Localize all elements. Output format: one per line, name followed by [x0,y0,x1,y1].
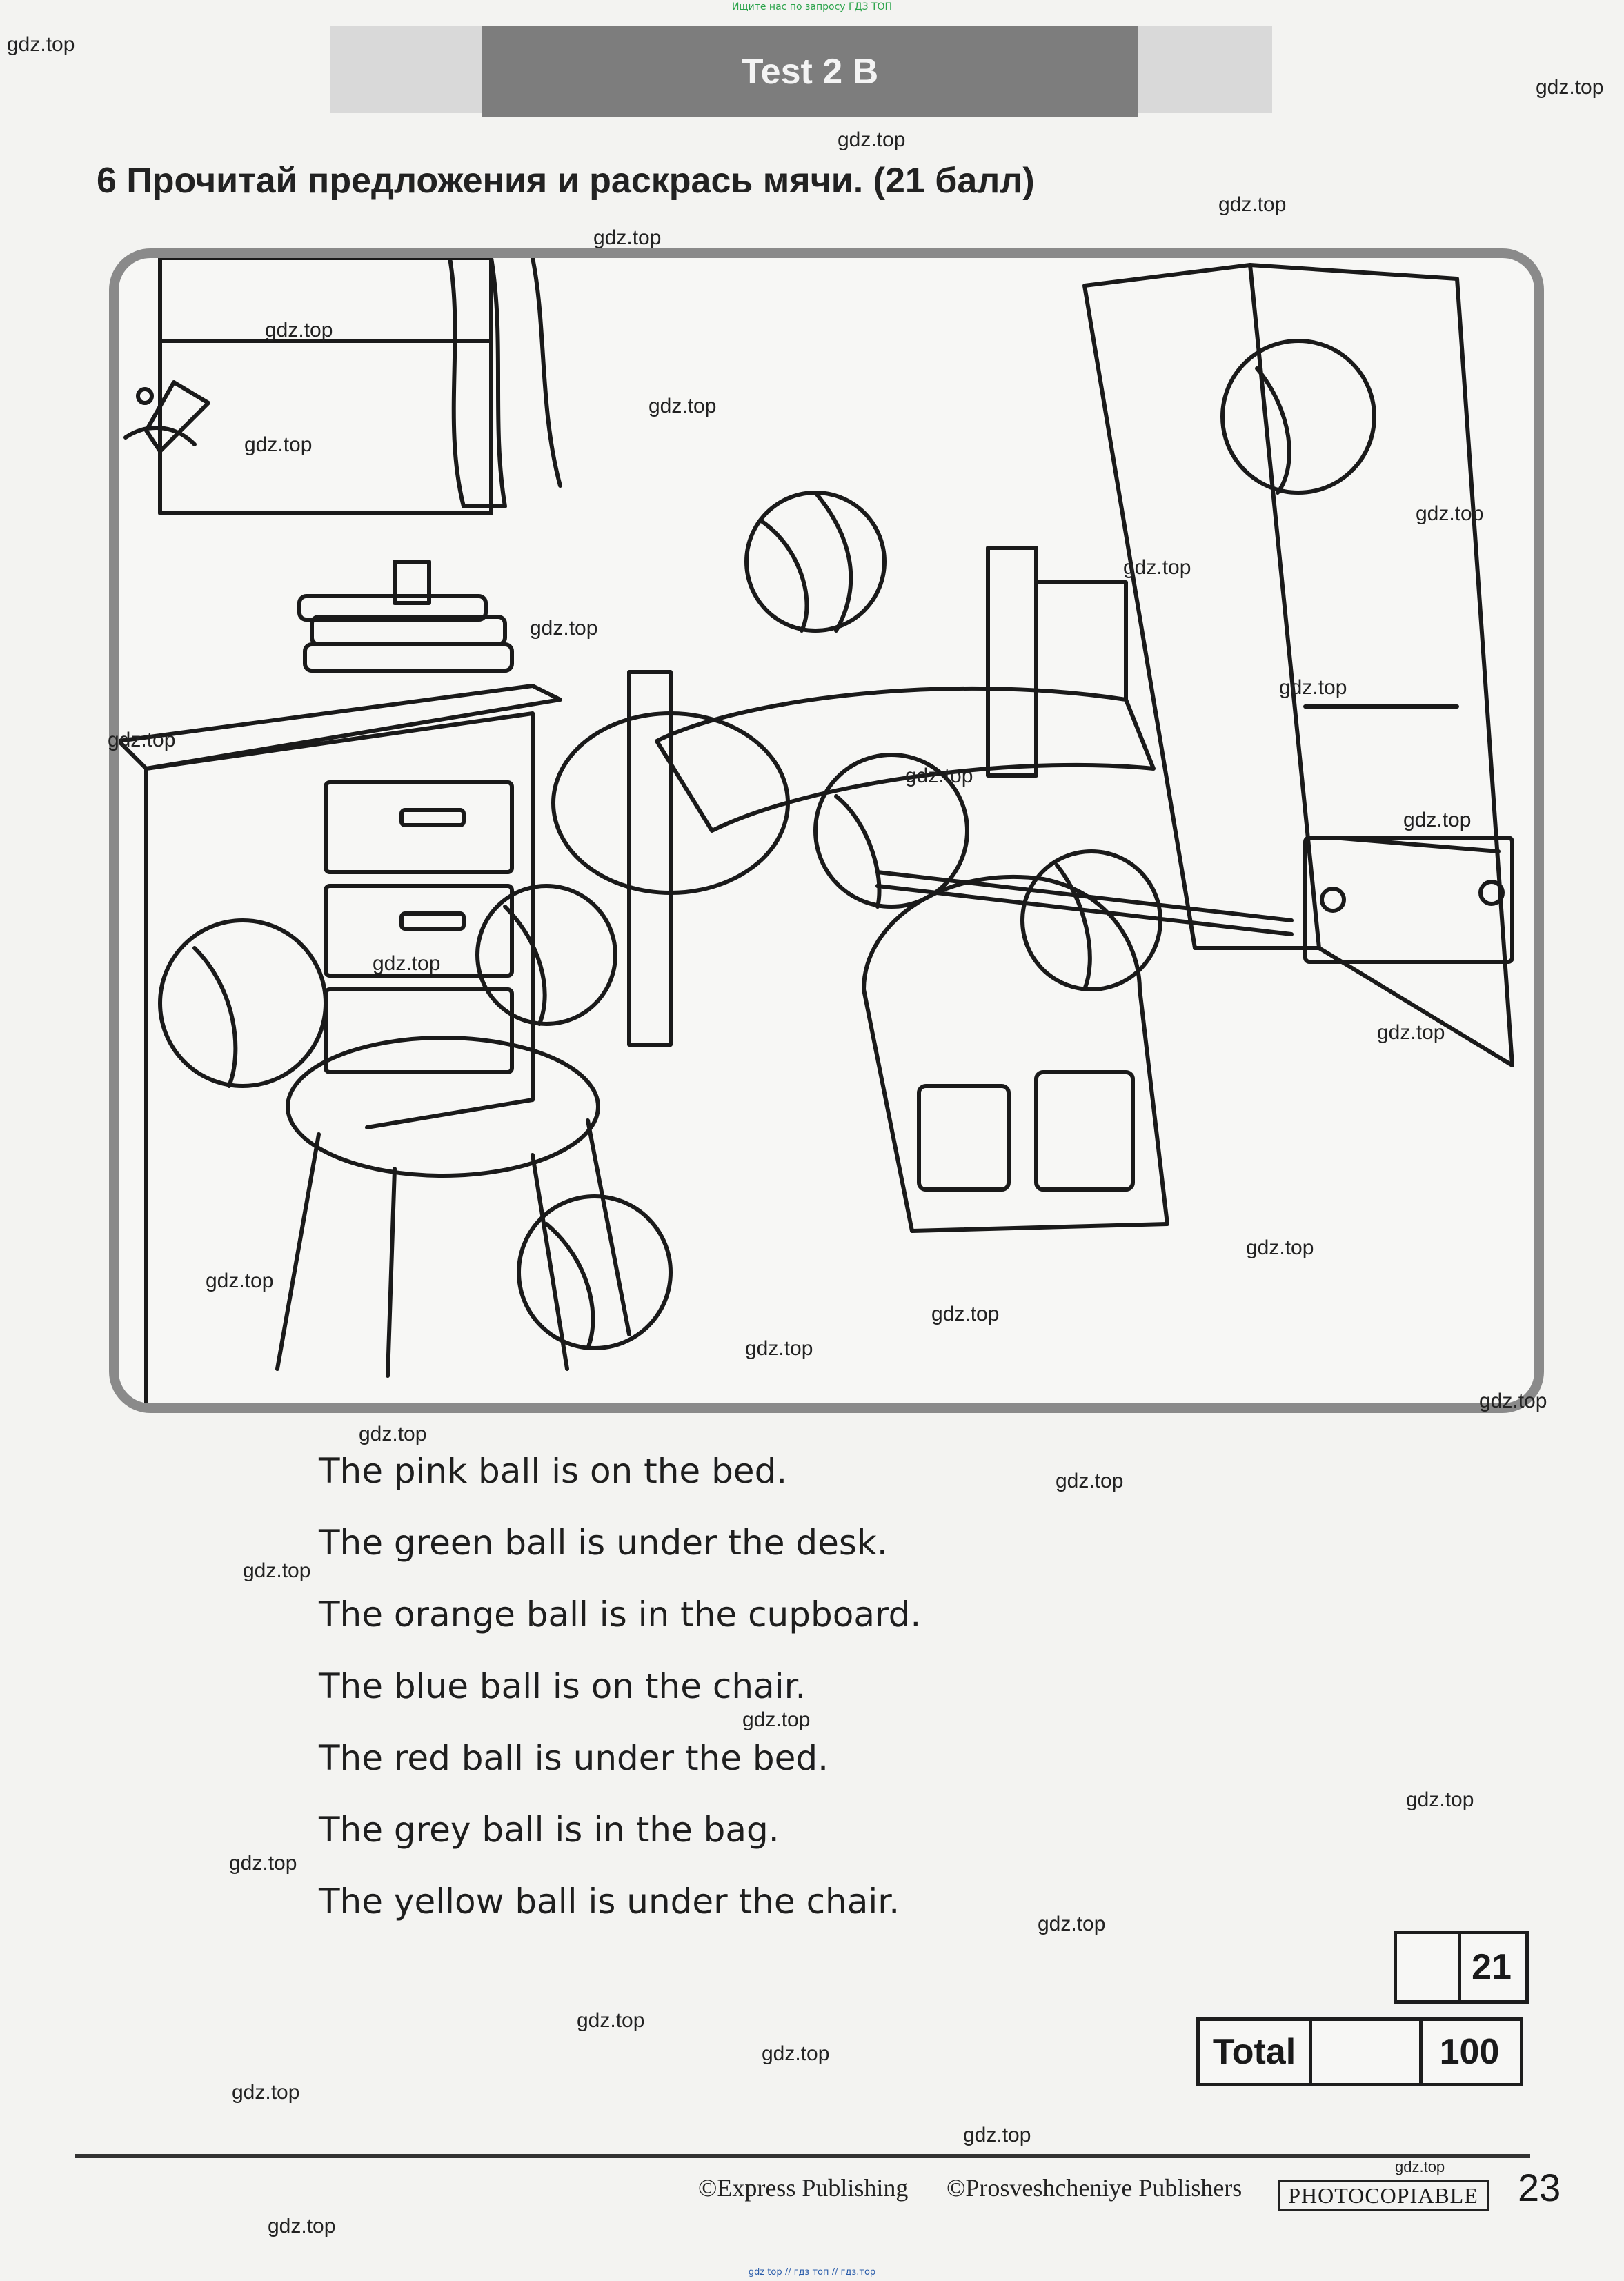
header-box [482,26,1138,117]
watermark: gdz.top [530,617,598,640]
watermark: gdz.top [265,319,333,342]
sentence-pink-ball: The pink ball is on the bed. [319,1451,788,1491]
total-value: 100 [1439,2032,1500,2072]
bedroom-with-balls-icon [119,258,1534,1403]
watermark: gdz.top [1279,676,1347,699]
cupboard [1085,265,1319,948]
watermark: gdz.top [745,1337,813,1360]
watermark: gdz.top [1377,1021,1445,1044]
desk [119,686,560,769]
watermark: gdz.top [1246,1236,1314,1259]
watermark: gdz.top [963,2124,1031,2146]
watermark: gdz.top [593,226,662,249]
lamp [146,382,208,451]
points-value: 21 [1472,1947,1512,1987]
watermark: gdz.top [648,395,717,417]
publisher-prosveshcheniye: ©Prosveshcheniye Publishers [947,2174,1242,2202]
sentence-orange-ball: The orange ball is in the cupboard. [319,1594,922,1635]
watermark: gdz.top [108,729,176,751]
watermark: gdz.top [7,33,75,56]
watermark: gdz.top [1416,502,1484,525]
watermark: gdz.top [232,2081,300,2104]
watermark: gdz.top [742,1708,811,1731]
total-label: Total [1200,2021,1312,2083]
photocopiable-badge: PHOTOCOPIABLE [1278,2180,1489,2211]
watermark: gdz.top [905,764,973,787]
task-title: 6 Прочитай предложения и раскрась мячи. (21 балл) [97,161,1035,201]
bed [657,689,1153,831]
watermark: gdz.top [1536,76,1604,99]
total-empty-cell[interactable] [1309,2021,1423,2083]
backpack [864,877,1167,1231]
watermark: gdz.top [206,1270,274,1292]
publisher-express: ©Express Publishing [698,2174,909,2202]
sentences-list [319,1435,921,1937]
books [305,644,512,671]
watermark: gdz.top [762,2042,830,2065]
sentence-yellow-ball: The yellow ball is under the chair. [319,1882,900,1922]
watermark: gdz.top [931,1303,1000,1325]
watermark: gdz.top [359,1423,427,1445]
footer-divider [75,2154,1530,2158]
watermark: gdz.top [1395,2158,1445,2175]
top-note: Ищите нас по запросу ГДЗ ТОП [731,1,893,12]
watermark: gdz.top [268,2215,336,2238]
watermark: gdz.top [1479,1390,1547,1412]
watermark: gdz.top [577,2009,645,2032]
watermark: gdz.top [229,1852,297,1875]
points-box [1394,1931,1529,2004]
window [160,258,491,513]
watermark: gdz.top [1038,1913,1106,1935]
watermark: gdz.top [1403,809,1472,831]
illustration-frame [109,248,1544,1413]
watermark: gdz.top [838,128,906,151]
balls [160,341,1374,1348]
test-title: Test 2 B [741,52,879,92]
sentence-green-ball: The green ball is under the desk. [319,1523,888,1563]
watermark: gdz.top [1218,193,1287,216]
watermark: gdz.top [373,952,441,975]
watermark: gdz.top [1406,1788,1474,1811]
page-number: 23 [1518,2166,1561,2209]
watermark: gdz.top [244,433,313,456]
chair-seat [288,1038,598,1176]
watermark: gdz.top [1056,1470,1124,1492]
sentence-blue-ball: The blue ball is on the chair. [319,1666,806,1706]
sentence-red-ball: The red ball is under the bed. [319,1738,829,1778]
total-box [1196,2017,1523,2086]
watermark: gdz.top [243,1559,311,1582]
sentence-grey-ball: The grey ball is in the bag. [319,1810,780,1850]
points-empty-cell[interactable] [1397,1934,1461,2000]
watermark: gdz.top [1123,556,1191,579]
bottom-note: gdz top // гдз топ // гдз.тор [748,2267,876,2278]
curtain [450,258,505,506]
